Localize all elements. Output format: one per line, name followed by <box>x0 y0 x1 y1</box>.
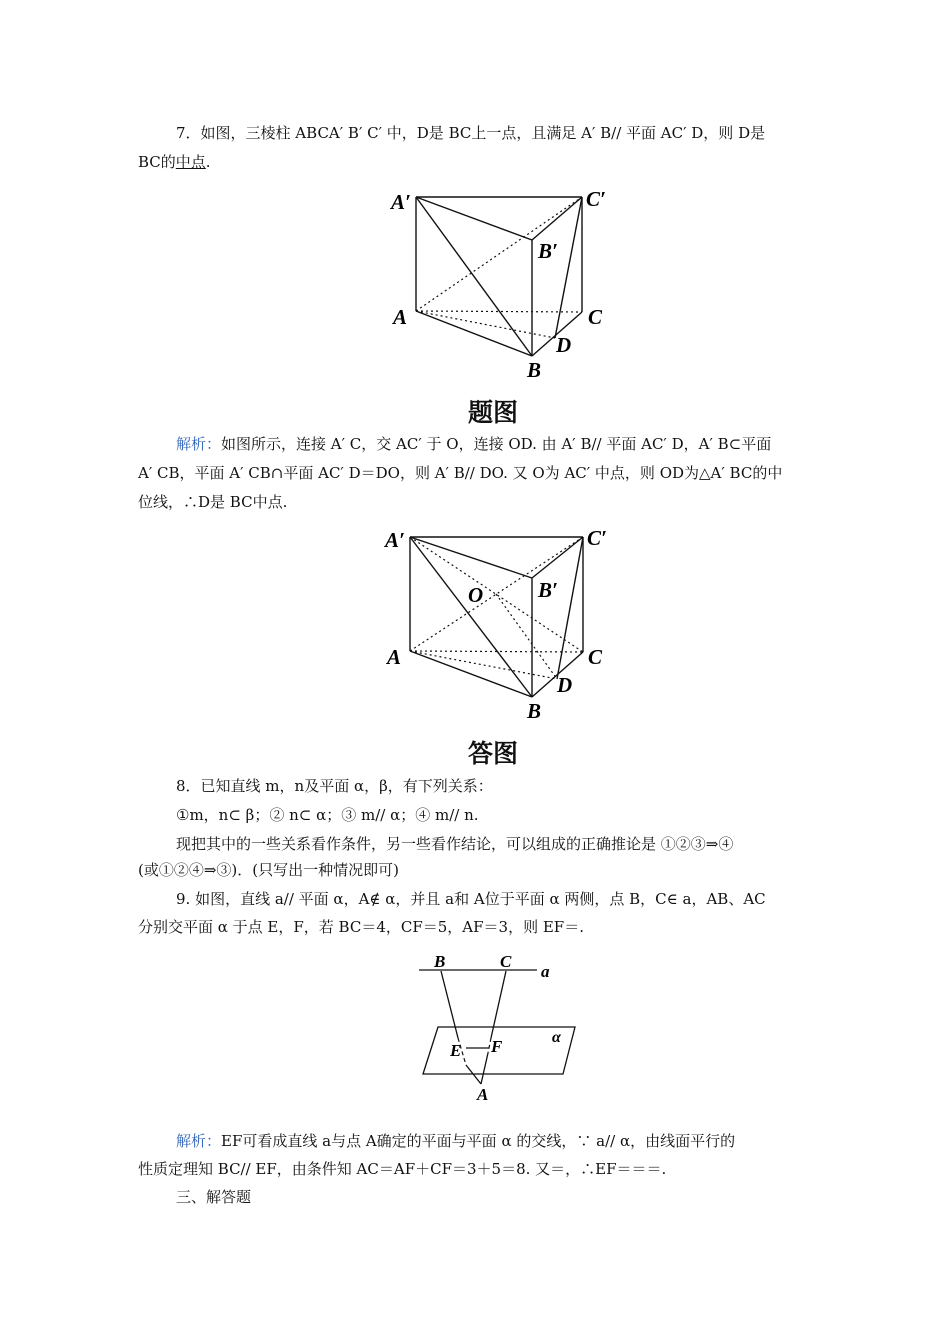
q9-label-a-line: a <box>541 962 550 981</box>
q9-label-f: F <box>491 1037 503 1056</box>
q8-line4: (或①②④⇒③)．(只写出一种情况即可) <box>138 861 399 879</box>
analysis7-label-o: O <box>468 583 484 607</box>
analysis9-line1-text: EF可看成直线 a与点 A确定的平面与平面 α 的交线，∵ a// α，由线面平行的 <box>221 1132 736 1150</box>
q9-line1: 9. 如图，直线 a// 平面 α，A∉ α，并且 a和 A位于平面 α 两侧，点 B，C∈ a，AB、AC <box>176 890 766 908</box>
analysis7-line3: 位线，∴D是 BC中点. <box>138 493 288 511</box>
q7-line2-prefix: BC的 <box>138 153 176 171</box>
q7-text-line2 <box>138 152 950 172</box>
analysis7-label-b1: B′ <box>538 578 558 602</box>
analysis7-line1 <box>176 434 950 454</box>
analysis9-line1 <box>176 1131 950 1151</box>
analysis7-label-d: D <box>557 673 573 697</box>
q8-line3: 现把其中的一些关系看作条件，另一些看作结论，可以组成的正确推论是 ①②③⇒④ <box>176 835 734 853</box>
analysis7-label-c1: C′ <box>587 526 607 550</box>
q8-line1: 8．已知直线 m，n及平面 α，β，有下列关系： <box>176 777 493 795</box>
q7-line2-suffix: . <box>205 153 211 171</box>
analysis7-figure-caption: 答图 <box>468 739 519 768</box>
q9-plane-figure <box>405 948 595 1104</box>
q7-label-a1: A′ <box>391 190 411 214</box>
analysis7-label-c: C <box>588 645 603 669</box>
q7-text-line1: 7．如图，三棱柱 ABCA′ B′ C′ 中，D是 BC上一点，且满足 A′ B// 平面 AC′ D，则 D是 <box>176 124 766 142</box>
analysis7-line1-text: 如图所示，连接 A′ C，交 AC′ 于 O，连接 OD. 由 A′ B// 平面 AC′ D，A′ B⊂平面 <box>221 435 772 453</box>
q7-label-b: B <box>527 358 542 382</box>
q9-label-b: B <box>434 952 446 971</box>
q7-label-b1: B′ <box>538 239 558 263</box>
q9-label-c: C <box>500 952 512 971</box>
q9-line2: 分别交平面 α 于点 E，F，若 BC＝4，CF＝5，AF＝3，则 EF＝. <box>138 918 584 936</box>
q8-line2: ①m，n⊂ β；② n⊂ α；③ m// α；④ m// n. <box>176 806 479 824</box>
q9-label-alpha: α <box>552 1029 561 1046</box>
analysis9-line2: 性质定理知 BC// EF，由条件知 AC＝AF＋CF＝3＋5＝8. 又＝，∴EF＝＝＝. <box>138 1160 667 1178</box>
q7-label-c1: C′ <box>586 187 606 211</box>
q7-figure-caption: 题图 <box>468 398 519 427</box>
analysis7-prism-figure <box>380 520 620 725</box>
q7-label-a: A <box>393 305 408 329</box>
analysis7-line2: A′ CB，平面 A′ CB∩平面 AC′ D＝DO，则 A′ B// DO. 又 O为 AC′ 中点，则 OD为△A′ BC的中 <box>138 464 783 482</box>
section3-heading: 三、解答题 <box>176 1188 252 1206</box>
analysis9-tag: 解析： <box>176 1132 222 1150</box>
analysis7-label-a: A <box>387 645 402 669</box>
q7-label-d: D <box>556 333 572 357</box>
q9-label-e: E <box>450 1041 462 1060</box>
analysis7-label-a1: A′ <box>385 528 405 552</box>
q9-label-a-point: A <box>477 1085 489 1104</box>
analysis7-label-b: B <box>527 699 542 723</box>
q7-answer: 中点 <box>175 153 206 171</box>
analysis7-tag: 解析： <box>176 435 222 453</box>
q7-prism-figure <box>380 182 620 382</box>
q7-label-c: C <box>588 305 603 329</box>
